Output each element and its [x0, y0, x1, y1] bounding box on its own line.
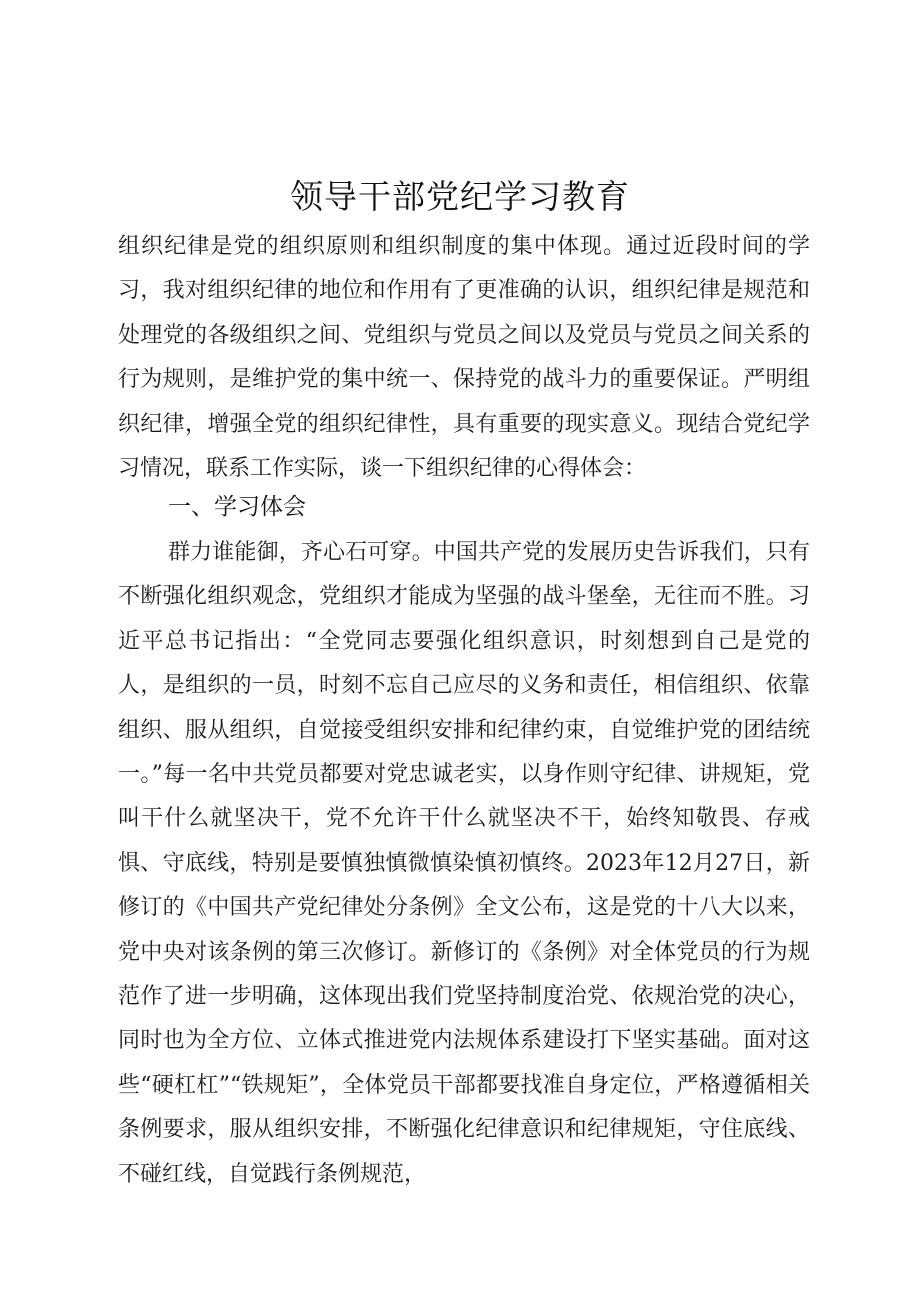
- intro-paragraph: 组织纪律是党的组织原则和组织制度的集中体现。通过近段时间的学习，我对组织纪律的地位和作用有了更准确的认识，组织纪律是规范和处理党的各级组织之间、党组织与党员之间以及党员与党员之间关系的行为规则，是维护党的集中统一、保持党的战斗力的重要保证。严明组织纪律，增强全党的组织纪律性，具有重要的现实意义。现结合党纪学习情况，联系工作实际，谈一下组织纪律的心得体会：: [118, 234, 810, 482]
- document-title: 领导干部党纪学习教育: [290, 177, 630, 216]
- section-paragraph: 群力谁能御，齐心石可穿。中国共产党的发展历史告诉我们，只有不断强化组织观念，党组织才能成为坚强的战斗堡垒，无往而不胜。习近平总书记指出：“全党同志要强化组织意识，时刻想到自己是党的人，是组织的一员，时刻不忘自己应尽的义务和责任，相信组织、依靠组织、服从组织，自觉接受组织安排和纪律约束，自觉维护党的团结统一。”每一名中共党员都要对党忠诚老实，以身作则守纪律、讲规矩，党叫干什么就坚决干，党不允许干什么就坚决不干，始终知敬畏、存戒惧、守底线，特别是要慎独慎微慎染慎初慎终。2023年12月27日，新修订的《中国共产党纪律处分条例》全文公布，这是党的十八大以来，党中央对该条例的第三次修订。新修订的《条例》对全体党员的行为规范作了进一步明确，这体现出我们党坚持制度治党、依规治党的决心，同时也为全方位、立体式推进党内法规体系建设打下坚实基础。面对这些“硬杠杠”“铁规矩”，全体党员干部都要找准自身定位，严格遵循相关条例要求，服从组织安排，不断强化纪律意识和纪律规矩，守住底线、不碰红线，自觉践行条例规范，: [118, 540, 810, 1187]
- section-heading: 一、学习体会: [168, 494, 306, 520]
